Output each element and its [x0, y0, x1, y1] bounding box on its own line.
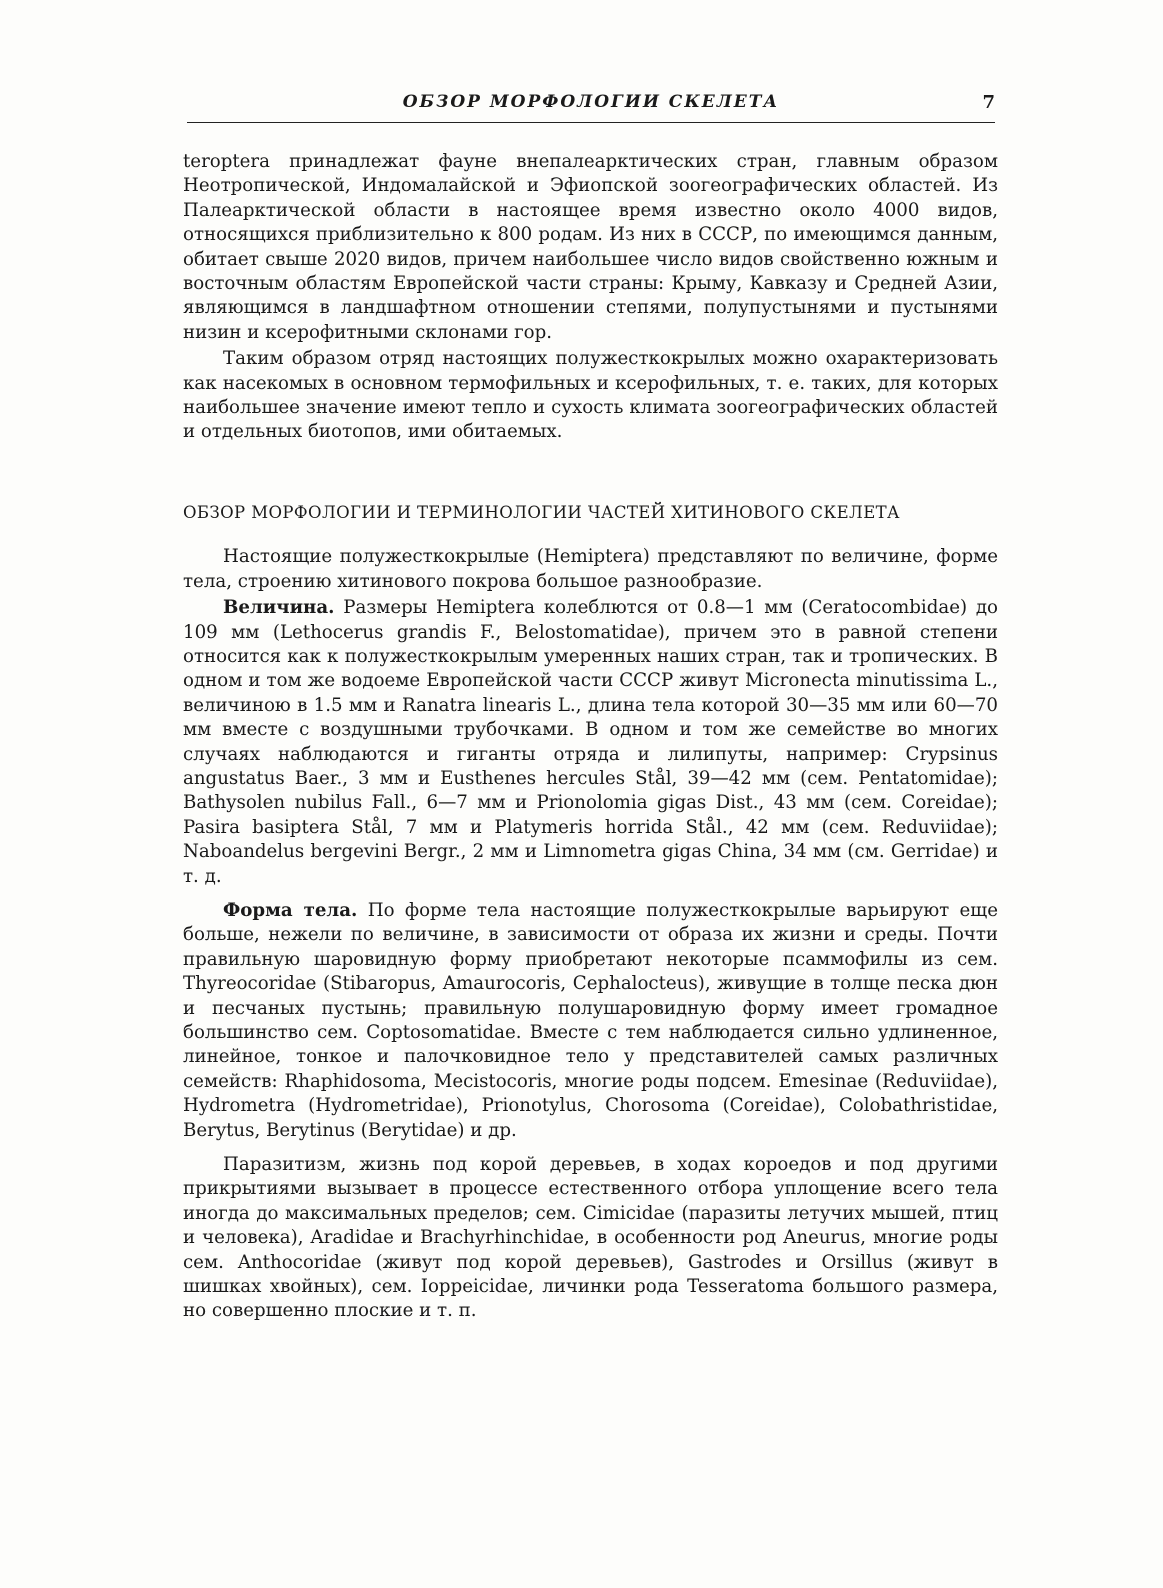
paragraph-5-text: По форме тела настоящие полужесткокрылые варьируют еще больше, нежели по величине, в зависимости от образа их жизни и среды. Почти правильную шаровидную форму приобретают некоторые псаммофилы из сем. Thyreocoridae (Stibaropus, Amaurocoris, Cephalocteus), живущие в толще песка дюн и песчаных пустынь; правильную полушаровидную форму имеет громадное большинство сем. Coptosomatidae. Вместе с тем наблюдается сильно удлиненное, линейное, тонкое и палочковидное тело у представителей самых различных семейств: Rhaphidosoma, Mecistocoris, многие роды подсем. Emesinae (Reduviidae), Hydrometra (Hydrometridae), Prionotylus, Chorosoma (Coreidae), Colobathristidae, Berytus, Berytinus (Berytidae) и др.: [183, 899, 998, 1141]
section-heading: ОБЗОР МОРФОЛОГИИ И ТЕРМИНОЛОГИИ ЧАСТЕЙ ХИТИНОВОГО СКЕЛЕТА: [183, 502, 900, 522]
paragraph-1: teroptera принадлежат фауне внепалеарктических стран, главным образом Неотропической, Индомалайской и Эфиопской зоогеографических областей. Из Палеарктической области в настоящее время известно около 4000 видов, относящихся приблизительно к 800 родам. Из них в СССР, по имеющимся данным, обитает свыше 2020 видов, причем наибольшее число видов свойственно южным и восточным областям Европейской части страны: Крыму, Кавказу и Средней Азии, являющимся в ландшафтном отношении степями, полупустынями и пустынями низин и ксерофитными склонами гор.: [183, 151, 998, 343]
running-title: ОБЗОР МОРФОЛОГИИ СКЕЛЕТА: [402, 92, 780, 112]
running-header: [187, 92, 995, 123]
run-in-heading-size: Величина.: [223, 597, 335, 619]
paragraph-3: Настоящие полужесткокрылые (Hemiptera) представляют по величине, форме тела, строению хитинового покрова большое разнообразие.: [183, 546, 998, 592]
page-number: 7: [982, 92, 995, 113]
paragraph-5: [183, 899, 998, 1143]
paragraph-4-text: Размеры Hemiptera колеблются от 0.8—1 мм (Ceratocombidae) до 109 мм (Lethocerus grandis F., Belostomatidae), причем это в равной степени относится как к полужесткокрылым умеренных наших стран, так и тропических. В одном и том же водоеме Европейской части СССР живут Micronecta minutissima L., величиною в 1.5 мм и Ranatra linearis L., длина тела которой 30—35 мм или 60—70 мм вместе с воздушными трубочками. В одном и том же семействе во многих случаях наблюдаются и гиганты отряда и лилипуты, например: Crypsinus angustatus Baer., 3 мм и Eusthenes hercules Stål, 39—42 мм (сем. Pentatomidae); Bathysolen nubilus Fall., 6—7 мм и Prionolomia gigas Dist., 43 мм (сем. Coreidae); Pasira basiptera Stål, 7 мм и Platymeris horrida Stål., 42 мм (сем. Reduviidae); Naboandelus bergevini Bergr., 2 мм и Limnometra gigas China, 34 мм (см. Gerridae) и т. д.: [183, 597, 998, 887]
paragraph-6: Паразитизм, жизнь под корой деревьев, в ходах короедов и под другими прикрытиями вызывает в процессе естественного отбора уплощение всего тела иногда до максимальных пределов; сем. Cimicidae (паразиты летучих мышей, птиц и человека), Aradidae и Brachyrhinchidae, в особенности род Aneurus, многие роды сем. Anthocoridae (живут под корой деревьев), Gastrodes и Orsillus (живут в шишках хвойных), сем. Ioppeicidae, личинки рода Tesseratoma большого размера, но совершенно плоские и т. п.: [183, 1154, 999, 1322]
page-body: [183, 150, 998, 1324]
run-in-heading-shape: Форма тела.: [223, 899, 358, 921]
paragraph-2: Таким образом отряд настоящих полужесткокрылых можно охарактеризовать как насекомых в основном термофильных и ксерофильных, т. е. таких, для которых наибольшее значение имеют тепло и сухость климата зоогеографических областей и отдельных биотопов, ими обитаемых.: [183, 348, 998, 443]
paragraph-4: [183, 596, 998, 889]
